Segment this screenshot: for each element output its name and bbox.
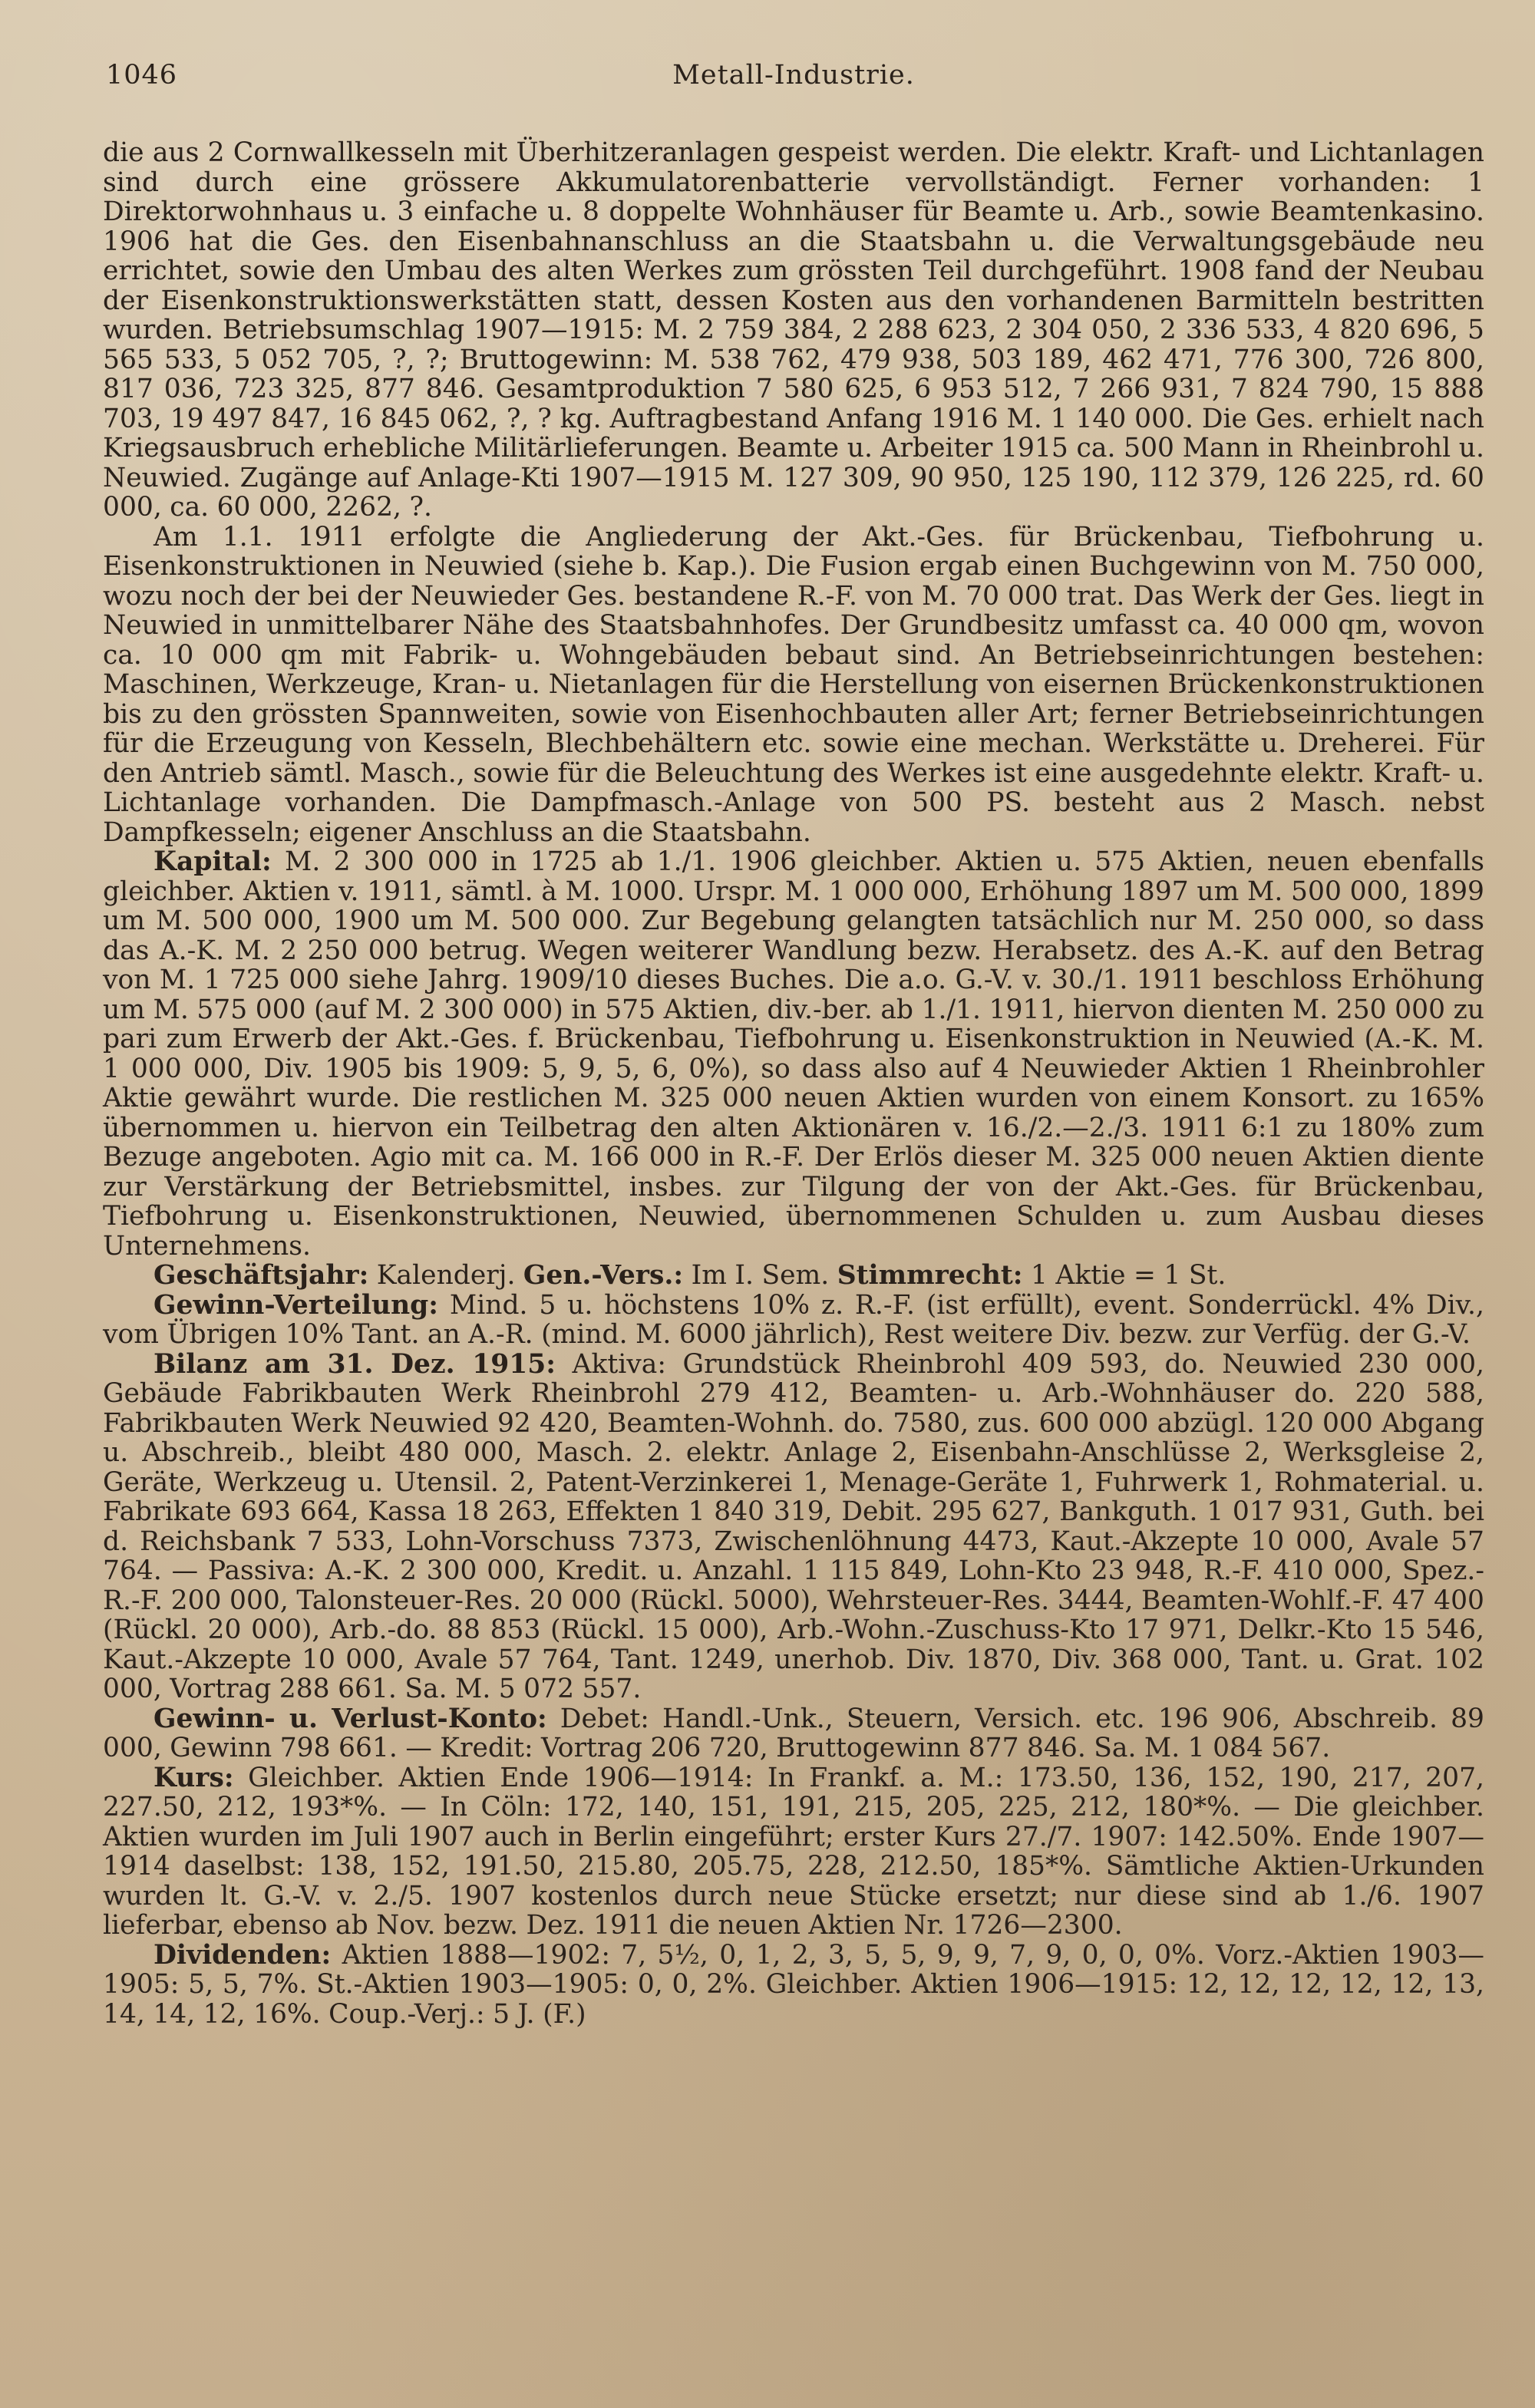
running-title: Metall-Industrie. [672,60,915,91]
paragraph-geschaeftsjahr [103,1261,1484,1291]
page-header [106,60,1481,100]
paragraph-gewinn-verteilung [103,1291,1484,1350]
page-number: 1046 [106,60,178,91]
section-heading: Gen.-Vers.: [523,1260,684,1291]
section-heading: Gewinn- u. Verlust-Konto: [154,1703,547,1734]
body-text [103,138,1484,2029]
paragraph-text: Aktiva: Grundstück Rheinbrohl 409 593, do. Neuwied 230 000, Gebäude Fabrikbauten Werk Rheinbrohl 279 412, Beamten- u. Arb.-Wohnhäuser do. 220 588, Fabrikbauten Werk Neuwied 92 420, Beamten-Wohnh. do. 7580, zus. 600 000 abzügl. 120 000 Abgang u. Abschreib., bleibt 480 000, Masch. 2. elektr. Anlage 2, Eisenbahn-Anschlüsse 2, Werksgleise 2, Geräte, Werkzeug u. Utensil. 2, Patent-Verzinkerei 1, Menage-Geräte 1, Fuhrwerk 1, Rohmaterial. u. Fabrikate 693 664, Kassa 18 263, Effekten 1 840 319, Debit. 295 627, Bankguth. 1 017 931, Guth. bei d. Reichsbank 7 533, Lohn-Vorschuss 7373, Zwischenlöhnung 4473, Kaut.-Akzepte 10 000, Avale 57 764. — Passiva: A.-K. 2 300 000, Kredit. u. Anzahl. 1 115 849, Lohn-Kto 23 948, R.-F. 410 000, Spez.-R.-F. 200 000, Talonsteuer-Res. 20 000 (Rückl. 5000), Wehrsteuer-Res. 3444, Beamten-Wohlf.-F. 47 400 (Rückl. 20 000), Arb.-do. 88 853 (Rückl. 15 000), Arb.-Wohn.-Zuschuss-Kto 17 971, Delkr.-Kto 15 546, Kaut.-Akzepte 10 000, Avale 57 764, Tant. 1249, unerhob. Div. 1870, Div. 368 000, Tant. u. Grat. 102 000, Vortrag 288 661. Sa. M. 5 072 557. [103,1348,1484,1704]
section-heading: Kapital: [154,846,272,877]
paragraph-text: M. 2 300 000 in 1725 ab 1./1. 1906 gleichber. Aktien u. 575 Aktien, neuen ebenfalls gleichber. Aktien v. 1911, sämtl. à M. 1000. Urspr. M. 1 000 000, Erhöhung 1897 um M. 500 000, 1899 um M. 500 000, 1900 um M. 500 000. Zur Begebung gelangten tatsächlich nur M. 250 000, so dass das A.-K. M. 2 250 000 betrug. Wegen weiterer Wandlung bezw. Herabsetz. des A.-K. auf den Betrag von M. 1 725 000 siehe Jahrg. 1909/10 dieses Buches. Die a.o. G.-V. v. 30./1. 1911 beschloss Erhöhung um M. 575 000 (auf M. 2 300 000) in 575 Aktien, div.-ber. ab 1./1. 1911, hiervon dienten M. 250 000 zu pari zum Erwerb der Akt.-Ges. f. Brückenbau, Tiefbohrung u. Eisenkonstruktion in Neuwied (A.-K. M. 1 000 000, Div. 1905 bis 1909: 5, 9, 5, 6, 0%), so dass also auf 4 Neuwieder Aktien 1 Rheinbrohler Aktie gewährt wurde. Die restlichen M. 325 000 neuen Aktien wurden von einem Konsort. zu 165% übernommen u. hiervon ein Teilbetrag den alten Aktionären v. 16./2.—2./3. 1911 6:1 zu 180% zum Bezuge angeboten. Agio mit ca. M. 166 000 in R.-F. Der Erlös dieser M. 325 000 neuen Aktien diente zur Verstärkung der Betriebsmittel, insbes. zur Tilgung der von der Akt.-Ges. für Brückenbau, Tiefbohrung u. Eisenkonstruktionen, Neuwied, übernommenen Schulden u. zum Ausbau dieses Unternehmens. [103,846,1484,1262]
paragraph-kurs [103,1763,1484,1941]
paragraph-text: Kalenderj. [368,1260,523,1291]
section-heading: Dividenden: [154,1939,332,1971]
paragraph-text: Mind. 5 u. höchstens 10% z. R.-F. (ist erfüllt), event. Sonderrückl. 4% Div., vom Übrigen 10% Tant. an A.-R. (mind. M. 6000 jährlich), Rest weitere Div. bezw. zur Verfüg. der G.-V. [103,1289,1484,1350]
section-heading: Geschäftsjahr: [154,1260,369,1291]
paragraph-text: Im I. Sem. [683,1260,837,1291]
paragraph-kapital [103,847,1484,1261]
paragraph-gewinn-verlust [103,1704,1484,1763]
paragraph-text: 1 Aktie = 1 St. [1022,1260,1226,1291]
section-heading: Kurs: [154,1762,234,1793]
paragraph-text: die aus 2 Cornwallkesseln mit Überhitzeranlagen gespeist werden. Die elektr. Kraft- und Lichtanlagen sind durch eine grössere Akkumulatorenbatterie vervollständigt. Ferner vorhanden: 1 Direktorwohnhaus u. 3 einfache u. 8 doppelte Wohnhäuser für Beamte u. Arb., sowie Beamtenkasino. 1906 hat die Ges. den Eisenbahnanschluss an die Staatsbahn u. die Verwaltungsgebäude neu errichtet, sowie den Umbau des alten Werkes zum grössten Teil durchgeführt. 1908 fand der Neubau der Eisenkonstruktionswerkstätten statt, dessen Kosten aus den vorhandenen Barmitteln bestritten wurden. Betriebsumschlag 1907—1915: M. 2 759 384, 2 288 623, 2 304 050, 2 336 533, 4 820 696, 5 565 533, 5 052 705, ?, ?; Bruttogewinn: M. 538 762, 479 938, 503 189, 462 471, 776 300, 726 800, 817 036, 723 325, 877 846. Gesamtproduktion 7 580 625, 6 953 512, 7 266 931, 7 824 790, 15 888 703, 19 497 847, 16 845 062, ?, ? kg. Auftragbestand Anfang 1916 M. 1 140 000. Die Ges. erhielt nach Kriegsausbruch erhebliche Militärlieferungen. Beamte u. Arbeiter 1915 ca. 500 Mann in Rheinbrohl u. Neuwied. Zugänge auf Anlage-Kti 1907—1915 M. 127 309, 90 950, 125 190, 112 379, 126 225, rd. 60 000, ca. 60 000, 2262, ?. [103,137,1484,523]
paragraph-merger [103,523,1484,848]
section-heading: Stimmrecht: [837,1260,1023,1291]
paragraph-text: Am 1.1. 1911 erfolgte die Angliederung der Akt.-Ges. für Brückenbau, Tiefbohrung u. Eisenkonstruktionen in Neuwied (siehe b. Kap.). Die Fusion ergab einen Buchgewinn von M. 750 000, wozu noch der bei der Neuwieder Ges. bestandene R.-F. von M. 70 000 trat. Das Werk der Ges. liegt in Neuwied in unmittelbarer Nähe des Staatsbahnhofes. Der Grundbesitz umfasst ca. 40 000 qm, wovon ca. 10 000 qm mit Fabrik- u. Wohngebäuden bebaut sind. An Betriebseinrichtungen bestehen: Maschinen, Werkzeuge, Kran- u. Nietanlagen für die Herstellung von eisernen Brückenkonstruktionen bis zu den grössten Spannweiten, sowie von Eisenhochbauten aller Art; ferner Betriebseinrichtungen für die Erzeugung von Kesseln, Blechbehältern etc. sowie eine mechan. Werkstätte u. Dreherei. Für den Antrieb sämtl. Masch., sowie für die Beleuchtung des Werkes ist eine ausgedehnte elektr. Kraft- u. Lichtanlage vorhanden. Die Dampfmasch.-Anlage von 500 PS. besteht aus 2 Masch. nebst Dampfkesseln; eigener Anschluss an die Staatsbahn. [103,521,1484,848]
paragraph-works-description [103,138,1484,523]
paragraph-text: Gleichber. Aktien Ende 1906—1914: In Frankf. a. M.: 173.50, 136, 152, 190, 217, 207, 227.50, 212, 193*%. — In Cöln: 172, 140, 151, 191, 215, 205, 225, 212, 180*%. — Die gleichber. Aktien wurden im Juli 1907 auch in Berlin eingeführt; erster Kurs 27./7. 1907: 142.50%. Ende 1907—1914 daselbst: 138, 152, 191.50, 215.80, 205.75, 228, 212.50, 185*%. Sämtliche Aktien-Urkunden wurden lt. G.-V. v. 2./5. 1907 kostenlos durch neue Stücke ersetzt; nur diese sind ab 1./6. 1907 lieferbar, ebenso ab Nov. bezw. Dez. 1911 die neuen Aktien Nr. 1726—2300. [103,1762,1484,1941]
paragraph-dividenden [103,1941,1484,2030]
paragraph-text: Debet: Handl.-Unk., Steuern, Versich. etc. 196 906, Abschreib. 89 000, Gewinn 798 661. — Kredit: Vortrag 206 720, Bruttogewinn 877 846. Sa. M. 1 084 567. [103,1703,1484,1763]
paragraph-bilanz [103,1350,1484,1704]
section-heading: Gewinn-Verteilung: [154,1289,439,1321]
paragraph-text: Aktien 1888—1902: 7, 5½, 0, 1, 2, 3, 5, 5, 9, 9, 7, 9, 0, 0, 0%. Vorz.-Aktien 1903—1905: 5, 5, 7%. St.-Aktien 1903—1905: 0, 0, 2%. Gleichber. Aktien 1906—1915: 12, 12, 12, 12, 12, 13, 14, 14, 12, 16%. Coup.-Verj.: 5 J. (F.) [103,1939,1484,2030]
section-heading: Bilanz am 31. Dez. 1915: [154,1348,556,1380]
